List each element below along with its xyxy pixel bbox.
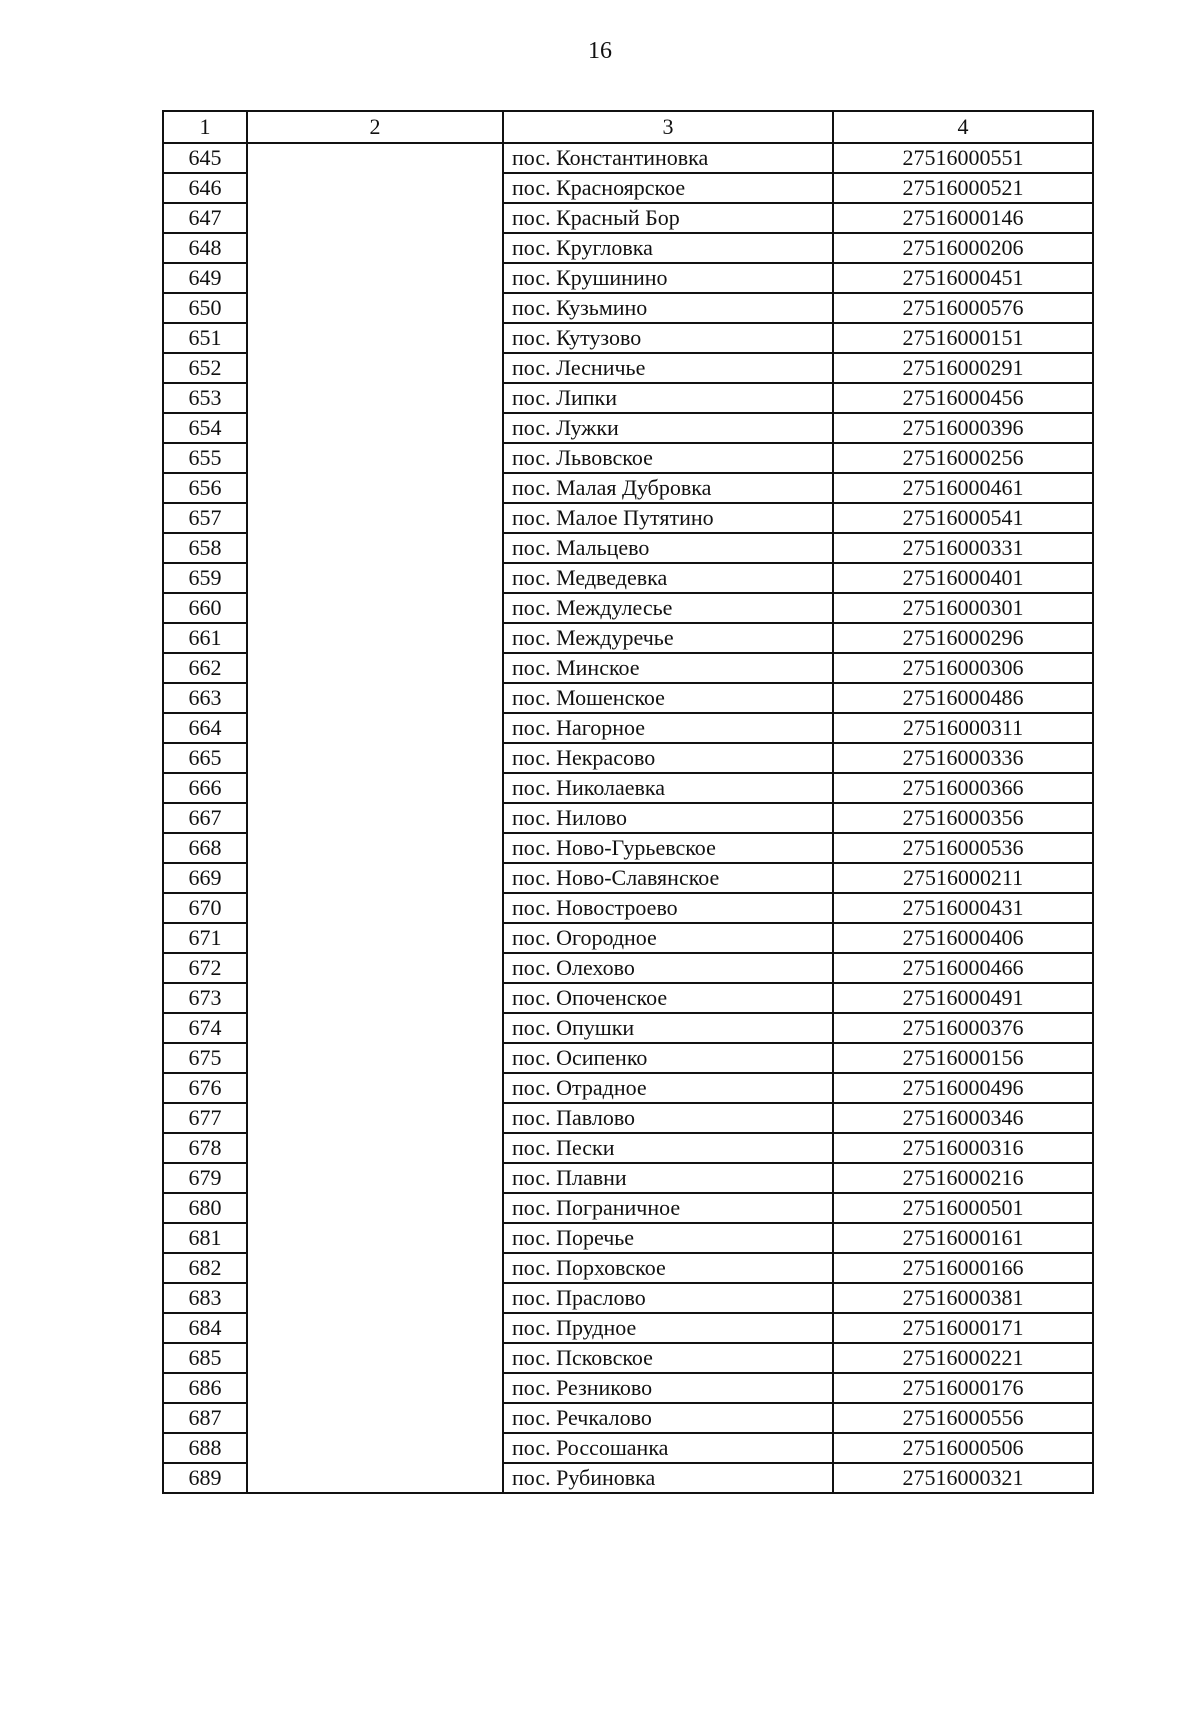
settlement-name: пос. Праслово [503,1283,833,1313]
settlement-code: 27516000501 [833,1193,1093,1223]
row-number: 673 [163,983,247,1013]
row-number: 659 [163,563,247,593]
settlement-code: 27516000396 [833,413,1093,443]
settlement-code: 27516000311 [833,713,1093,743]
settlement-code: 27516000431 [833,893,1093,923]
settlement-code: 27516000381 [833,1283,1093,1313]
settlement-name: пос. Павлово [503,1103,833,1133]
row-number: 666 [163,773,247,803]
settlement-code: 27516000216 [833,1163,1093,1193]
settlement-code: 27516000336 [833,743,1093,773]
settlement-code: 27516000456 [833,383,1093,413]
settlement-code: 27516000221 [833,1343,1093,1373]
settlement-code: 27516000491 [833,983,1093,1013]
settlement-name: пос. Порховское [503,1253,833,1283]
settlement-code: 27516000321 [833,1463,1093,1493]
row-number: 656 [163,473,247,503]
settlement-code: 27516000356 [833,803,1093,833]
settlements-table [162,110,1094,1494]
settlement-name: пос. Междуречье [503,623,833,653]
row-number: 652 [163,353,247,383]
settlement-name: пос. Междулесье [503,593,833,623]
row-number: 674 [163,1013,247,1043]
settlement-name: пос. Поречье [503,1223,833,1253]
settlement-name: пос. Кругловка [503,233,833,263]
settlement-code: 27516000406 [833,923,1093,953]
settlement-name: пос. Мошенское [503,683,833,713]
row-number: 655 [163,443,247,473]
page-number: 16 [588,38,612,64]
settlement-name: пос. Речкалово [503,1403,833,1433]
row-number: 688 [163,1433,247,1463]
settlement-code: 27516000146 [833,203,1093,233]
settlement-code: 27516000451 [833,263,1093,293]
row-number: 651 [163,323,247,353]
row-number: 653 [163,383,247,413]
settlement-name: пос. Нагорное [503,713,833,743]
settlement-name: пос. Ново-Гурьевское [503,833,833,863]
settlement-code: 27516000206 [833,233,1093,263]
settlement-code: 27516000541 [833,503,1093,533]
settlement-code: 27516000366 [833,773,1093,803]
settlement-code: 27516000296 [833,623,1093,653]
settlement-name: пос. Кутузово [503,323,833,353]
row-number: 678 [163,1133,247,1163]
settlement-code: 27516000401 [833,563,1093,593]
settlement-name: пос. Липки [503,383,833,413]
settlement-name: пос. Некрасово [503,743,833,773]
column-header-3: 3 [503,111,833,143]
row-number: 654 [163,413,247,443]
row-number: 670 [163,893,247,923]
settlement-code: 27516000466 [833,953,1093,983]
row-number: 689 [163,1463,247,1493]
settlement-name: пос. Николаевка [503,773,833,803]
settlement-name: пос. Крушинино [503,263,833,293]
settlement-code: 27516000576 [833,293,1093,323]
merged-empty-cell [247,143,503,1493]
row-number: 658 [163,533,247,563]
settlement-code: 27516000316 [833,1133,1093,1163]
row-number: 660 [163,593,247,623]
settlement-name: пос. Нилово [503,803,833,833]
row-number: 669 [163,863,247,893]
settlement-code: 27516000166 [833,1253,1093,1283]
settlement-code: 27516000521 [833,173,1093,203]
settlement-name: пос. Отрадное [503,1073,833,1103]
settlement-name: пос. Плавни [503,1163,833,1193]
settlement-name: пос. Резниково [503,1373,833,1403]
settlement-code: 27516000551 [833,143,1093,173]
table-body [163,143,1093,1493]
settlement-code: 27516000161 [833,1223,1093,1253]
row-number: 661 [163,623,247,653]
row-number: 677 [163,1103,247,1133]
column-header-1: 1 [163,111,247,143]
settlement-code: 27516000256 [833,443,1093,473]
settlement-name: пос. Красноярское [503,173,833,203]
settlement-name: пос. Константиновка [503,143,833,173]
row-number: 667 [163,803,247,833]
settlement-code: 27516000171 [833,1313,1093,1343]
table-row [163,143,1093,173]
row-number: 686 [163,1373,247,1403]
settlement-code: 27516000536 [833,833,1093,863]
row-number: 662 [163,653,247,683]
row-number: 650 [163,293,247,323]
settlement-code: 27516000211 [833,863,1093,893]
row-number: 682 [163,1253,247,1283]
settlement-name: пос. Опушки [503,1013,833,1043]
settlement-code: 27516000291 [833,353,1093,383]
settlement-code: 27516000176 [833,1373,1093,1403]
settlement-code: 27516000156 [833,1043,1093,1073]
settlement-name: пос. Красный Бор [503,203,833,233]
settlement-name: пос. Малое Путятино [503,503,833,533]
settlement-code: 27516000346 [833,1103,1093,1133]
row-number: 657 [163,503,247,533]
row-number: 675 [163,1043,247,1073]
settlement-code: 27516000301 [833,593,1093,623]
row-number: 672 [163,953,247,983]
settlement-name: пос. Прудное [503,1313,833,1343]
table-header-row [163,111,1093,143]
settlement-name: пос. Новостроево [503,893,833,923]
settlement-code: 27516000506 [833,1433,1093,1463]
settlement-code: 27516000461 [833,473,1093,503]
settlement-name: пос. Лесничье [503,353,833,383]
row-number: 685 [163,1343,247,1373]
row-number: 668 [163,833,247,863]
row-number: 680 [163,1193,247,1223]
row-number: 671 [163,923,247,953]
row-number: 663 [163,683,247,713]
settlement-code: 27516000306 [833,653,1093,683]
settlement-name: пос. Россошанка [503,1433,833,1463]
row-number: 646 [163,173,247,203]
settlement-code: 27516000331 [833,533,1093,563]
settlement-name: пос. Медведевка [503,563,833,593]
row-number: 681 [163,1223,247,1253]
row-number: 684 [163,1313,247,1343]
settlement-name: пос. Ново-Славянское [503,863,833,893]
column-header-2: 2 [247,111,503,143]
row-number: 683 [163,1283,247,1313]
settlement-code: 27516000376 [833,1013,1093,1043]
settlement-name: пос. Лужки [503,413,833,443]
settlement-code: 27516000556 [833,1403,1093,1433]
settlement-name: пос. Львовское [503,443,833,473]
settlement-name: пос. Осипенко [503,1043,833,1073]
settlement-name: пос. Огородное [503,923,833,953]
row-number: 664 [163,713,247,743]
settlement-name: пос. Опоченское [503,983,833,1013]
row-number: 645 [163,143,247,173]
row-number: 665 [163,743,247,773]
column-header-4: 4 [833,111,1093,143]
settlement-name: пос. Пески [503,1133,833,1163]
row-number: 647 [163,203,247,233]
settlement-code: 27516000486 [833,683,1093,713]
settlement-name: пос. Рубиновка [503,1463,833,1493]
settlement-name: пос. Малая Дубровка [503,473,833,503]
settlement-name: пос. Олехово [503,953,833,983]
row-number: 676 [163,1073,247,1103]
settlement-code: 27516000496 [833,1073,1093,1103]
row-number: 679 [163,1163,247,1193]
settlement-name: пос. Минское [503,653,833,683]
settlement-code: 27516000151 [833,323,1093,353]
settlement-name: пос. Мальцево [503,533,833,563]
settlement-name: пос. Псковское [503,1343,833,1373]
row-number: 648 [163,233,247,263]
row-number: 687 [163,1403,247,1433]
row-number: 649 [163,263,247,293]
settlement-name: пос. Пограничное [503,1193,833,1223]
settlement-name: пос. Кузьмино [503,293,833,323]
